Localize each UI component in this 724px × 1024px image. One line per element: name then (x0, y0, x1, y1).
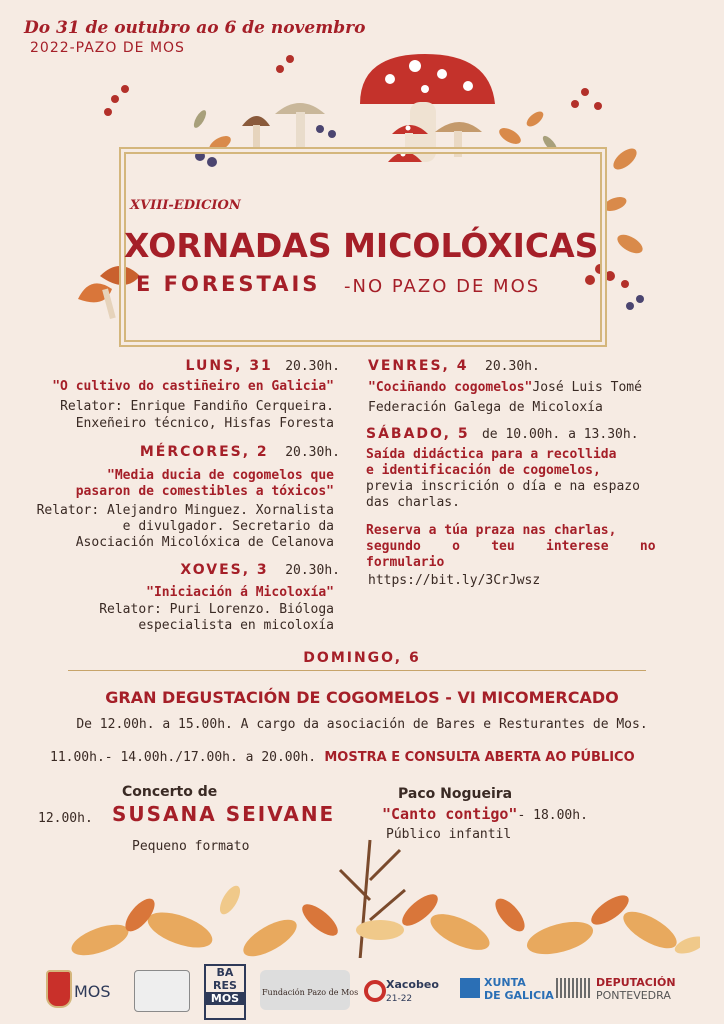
time-sabado: de 10.00h. a 13.30h. (481, 427, 639, 442)
day-xoves: XOVES, 3 (180, 562, 269, 578)
logo-bares (204, 964, 246, 1020)
logos-bar (0, 958, 724, 1024)
reserva-line-1: Reserva a túa praza nas charlas, (366, 523, 617, 538)
logo-bares-1: BA (216, 966, 234, 979)
speaker-luns-role: Enxeñeiro técnico, Hisfas Foresta (75, 416, 334, 431)
paco-name: Paco Nogueira (398, 786, 513, 802)
speaker-xoves: Relator: Puri Lorenzo. Bióloga (99, 602, 334, 617)
talk-mercores-2: pasaron de comestibles a tóxicos" (75, 484, 334, 499)
speaker-xoves-role: especialista en micoloxía (138, 618, 334, 633)
reserva-line-3: formulario (366, 555, 445, 570)
concert-label: Concerto de (122, 784, 218, 800)
subtitle: E FORESTAIS (136, 272, 321, 296)
speaker-mercores-assoc: Asociación Micolóxica de Celanova (75, 535, 334, 550)
comunidade-logo-icon (134, 970, 190, 1012)
event-year-place: 2022-PAZO DE MOS (30, 40, 185, 56)
logo-fundacion: Fundación Pazo de Mos (262, 988, 359, 997)
day-domingo: DOMINGO, 6 (303, 650, 421, 666)
paco-note: Público infantil (386, 827, 512, 842)
edition-label: XVIII-EDICION (130, 198, 241, 213)
event-dates: Do 31 de outubro ao 6 de novembro (24, 18, 366, 38)
logo-bares-2: RES (213, 979, 237, 992)
mos-shield-icon (46, 970, 72, 1008)
speaker-mercores-role: e divulgador. Secretario da (122, 519, 334, 534)
sabado-note-1: previa inscrición o día e na espazo (366, 479, 640, 494)
logo-xunta-2: DE GALICIA (484, 989, 554, 1002)
domingo-headline: GRAN DEGUSTACIÓN DE COGOMELOS - VI MICOMERCADO (105, 688, 619, 707)
logo-xacobeo: Xacobeo (386, 978, 439, 991)
sabado-desc-2: e identificación de cogomelos, (366, 463, 601, 478)
time-luns: 20.30h. (285, 359, 340, 374)
day-venres: VENRES, 4 (368, 358, 469, 374)
subtitle-suffix: -NO PAZO DE MOS (344, 276, 541, 297)
reserva-line-2: segundo o teu interese no (366, 539, 656, 554)
concert-time: 12.00h. (38, 811, 93, 826)
divider (68, 670, 646, 671)
paco-time: - 18.00h. (517, 808, 588, 823)
concert-note: Pequeno formato (132, 839, 250, 854)
concert-artist: SUSANA SEIVANE (112, 802, 336, 826)
autumn-leaves-illustration (40, 820, 700, 960)
org-venres: Federación Galega de Micoloxía (368, 400, 603, 415)
paco-show: "Canto contigo" (382, 805, 518, 823)
time-venres: 20.30h. (485, 359, 540, 374)
sabado-note-2: das charlas. (366, 495, 460, 510)
main-title: XORNADAS MICOLÓXICAS (124, 226, 599, 265)
domingo-line-1: De 12.00h. a 15.00h. A cargo da asociación de Bares e Resturantes de Mos. (76, 717, 648, 732)
day-luns: LUNS, 31 (185, 358, 273, 374)
domingo-hours-label: MOSTRA E CONSULTA ABERTA AO PÚBLICO (324, 750, 635, 765)
logo-mos: MOS (74, 982, 111, 1001)
reserva-link[interactable]: https://bit.ly/3CrJwsz (368, 573, 541, 588)
logo-xunta-1: XUNTA (484, 976, 526, 989)
logo-deputacion-2: PONTEVEDRA (596, 989, 671, 1002)
speaker-mercores: Relator: Alejandro Minguez. Xornalista (36, 503, 334, 518)
time-mercores: 20.30h. (285, 445, 340, 460)
deputacion-icon (556, 978, 592, 998)
xunta-icon (460, 978, 480, 998)
day-sabado: SÁBADO, 5 (366, 426, 470, 442)
talk-venres: "Cociñando cogomelos" (368, 380, 533, 395)
talk-luns: "O cultivo do castiñeiro en Galicia" (52, 379, 334, 394)
time-xoves: 20.30h. (285, 563, 340, 578)
talk-mercores-1: "Media ducia de cogomelos que (107, 468, 334, 483)
speaker-luns: Relator: Enrique Fandiño Cerqueira. (60, 399, 334, 414)
logo-deputacion-1: DEPUTACIÓN (596, 976, 676, 989)
day-mercores: MÉRCORES, 2 (139, 444, 269, 460)
sabado-desc-1: Saída didáctica para a recollida (366, 447, 617, 462)
speaker-venres: José Luis Tomé (532, 380, 642, 395)
xacobeo-icon (364, 980, 386, 1002)
logo-bares-3: MOS (206, 992, 244, 1005)
domingo-hours: 11.00h.- 14.00h./17.00h. a 20.00h. (50, 750, 317, 765)
logo-xacobeo-years: 21-22 (386, 994, 413, 1004)
talk-xoves: "Iniciación á Micoloxía" (146, 585, 334, 600)
